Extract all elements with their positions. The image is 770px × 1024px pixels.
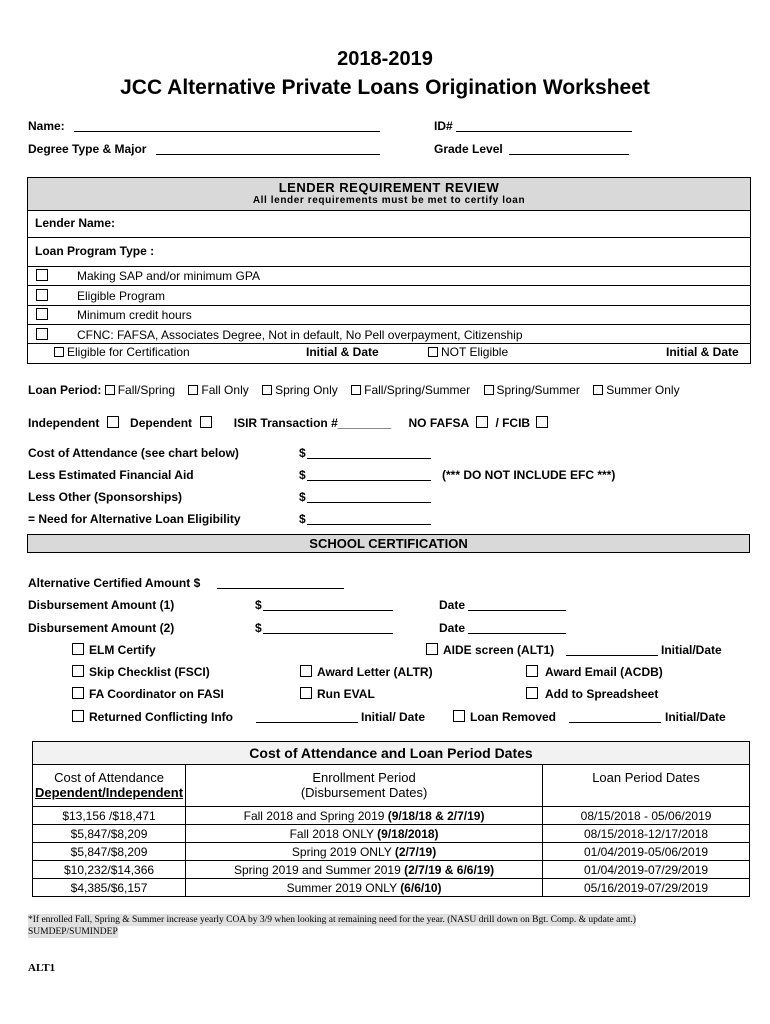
requirement-row-sap[interactable] — [36, 269, 260, 283]
col-header-enrollment-line2: (Disbursement Dates) — [300, 785, 428, 800]
loan-period-label: Loan Period: — [28, 383, 102, 397]
checkbox[interactable] — [36, 308, 48, 320]
checkbox[interactable] — [428, 347, 438, 357]
degree-label: Degree Type & Major — [28, 142, 147, 156]
period-text: Spring 2019 and Summer 2019 — [233, 862, 405, 877]
lender-review-subheading: All lender requirements must be met to certify loan — [252, 195, 526, 206]
cost-label: Less Other (Sponsorships) — [28, 490, 183, 504]
dates-cell: 08/15/2018-12/17/2018 — [543, 825, 750, 843]
period-dates: (2/7/19 & 6/6/19) — [404, 862, 495, 877]
loan-removed-label: Loan Removed — [470, 710, 557, 724]
cost-cell: $5,847/$8,209 — [33, 825, 186, 843]
cost-cell: $4,385/$6,157 — [33, 879, 186, 897]
cost-cell: $13,156 /$18,471 — [33, 807, 186, 825]
skip-checklist-label: Skip Checklist (FSCI) — [89, 665, 210, 679]
id-field[interactable] — [456, 118, 632, 132]
dollar-sign: $ — [255, 598, 262, 612]
checkbox[interactable] — [188, 385, 198, 395]
checkbox[interactable] — [72, 665, 84, 677]
period-text: Summer 2019 ONLY — [286, 880, 401, 895]
isir-label[interactable]: ISIR Transaction #________ — [233, 416, 392, 430]
skip-checklist-item[interactable] — [72, 665, 210, 679]
no-fafsa-label: NO FAFSA — [408, 416, 469, 430]
fcib-label: / FCIB — [495, 416, 531, 430]
period-text: Spring 2019 ONLY — [291, 844, 395, 859]
disbursement-1-field[interactable] — [263, 597, 393, 611]
checkbox[interactable] — [526, 665, 538, 677]
form-year: 2018-2019 — [337, 48, 433, 70]
option-fall-spring-summer[interactable]: Fall/Spring/Summer — [364, 383, 471, 397]
initial-date-label: Initial & Date — [666, 345, 739, 359]
checkbox[interactable] — [484, 385, 494, 395]
period-cell — [186, 807, 543, 825]
checkbox[interactable] — [300, 665, 312, 677]
footnote-line1: *If enrolled Fall, Spring & Summer increase yearly COA by 3/9 when looking at remaining need for the year. (NASU drill down on Bgt. Comp. & update amt.) — [28, 915, 636, 925]
period-dates: (6/6/10) — [400, 880, 442, 895]
period-cell — [186, 861, 543, 879]
cost-field[interactable] — [307, 467, 431, 481]
name-label: Name: — [28, 119, 65, 133]
alt-amount-field[interactable] — [217, 575, 344, 589]
period-text: Fall 2018 ONLY — [289, 826, 378, 841]
date-label: Date — [439, 621, 466, 635]
period-cell — [186, 879, 543, 897]
requirement-row-cfnc[interactable] — [36, 328, 523, 342]
table-header-row — [33, 765, 750, 807]
col-header-cost — [33, 765, 186, 807]
period-text: Fall 2018 and Spring 2019 — [243, 808, 388, 823]
period-dates: (2/7/19) — [394, 844, 437, 859]
footnote — [28, 914, 636, 938]
award-letter-label: Award Letter (ALTR) — [317, 665, 433, 679]
dollar-sign: $ — [255, 621, 262, 635]
school-certification-header: SCHOOL CERTIFICATION — [27, 534, 750, 553]
period-cell — [186, 825, 543, 843]
checkbox[interactable] — [72, 710, 84, 722]
col-header-enrollment — [186, 765, 543, 807]
col-header-cost-line1: Cost of Attendance — [54, 770, 164, 785]
cost-cell: $5,847/$8,209 — [33, 843, 186, 861]
dates-cell: 08/15/2018 - 05/06/2019 — [543, 807, 750, 825]
cost-field[interactable] — [307, 489, 431, 503]
status-row — [28, 416, 548, 430]
dependent-checkbox[interactable] — [200, 416, 212, 428]
footnote-line2: SUMDEP/SUMINDEP — [28, 927, 118, 937]
loan-period-row — [28, 383, 680, 397]
lender-name-label: Lender Name: — [35, 216, 116, 230]
dollar-sign: $ — [299, 446, 306, 460]
removed-initial-label: Initial/Date — [665, 710, 726, 724]
run-eval-item[interactable] — [300, 687, 375, 701]
dates-cell: 01/04/2019-07/29/2019 — [543, 861, 750, 879]
table-row — [33, 807, 750, 825]
dates-cell: 01/04/2019-05/06/2019 — [543, 843, 750, 861]
returned-initial-field[interactable] — [256, 709, 358, 723]
cost-field[interactable] — [307, 511, 431, 525]
grade-label: Grade Level — [434, 142, 503, 156]
aide-initial-label: Initial/Date — [661, 643, 722, 657]
form-id: ALT1 — [28, 962, 56, 974]
coa-table-heading: Cost of Attendance and Loan Period Dates — [32, 741, 750, 764]
option-fall-spring[interactable]: Fall/Spring — [117, 383, 176, 397]
cost-field[interactable] — [307, 445, 431, 459]
table-row — [33, 825, 750, 843]
lender-review-heading: LENDER REQUIREMENT REVIEW — [278, 180, 500, 195]
checkbox[interactable] — [36, 289, 48, 301]
fcib-checkbox[interactable] — [536, 416, 548, 428]
option-fall-only[interactable]: Fall Only — [201, 383, 249, 397]
checkbox[interactable] — [426, 643, 438, 655]
run-eval-label: Run EVAL — [317, 687, 375, 701]
col-header-loan-period: Loan Period Dates — [543, 765, 750, 807]
requirement-row-credit[interactable] — [36, 308, 192, 322]
independent-label: Independent — [28, 416, 100, 430]
returned-conflicting-item[interactable] — [72, 710, 233, 724]
table-row — [33, 879, 750, 897]
table-row — [33, 843, 750, 861]
loan-program-type-label: Loan Program Type : — [35, 244, 155, 258]
period-dates: (9/18/2018) — [377, 826, 439, 841]
dollar-sign: $ — [299, 490, 306, 504]
option-summer-only[interactable]: Summer Only — [606, 383, 680, 397]
no-fafsa-checkbox[interactable] — [476, 416, 488, 428]
id-label: ID# — [434, 119, 453, 133]
not-eligible-label: NOT Eligible — [441, 345, 509, 359]
checkbox[interactable] — [72, 643, 84, 655]
checkbox[interactable] — [36, 328, 48, 340]
add-spreadsheet-item[interactable] — [526, 687, 658, 701]
dates-cell: 05/16/2019-07/29/2019 — [543, 879, 750, 897]
table-row — [33, 861, 750, 879]
efc-note: (*** DO NOT INCLUDE EFC ***) — [442, 468, 616, 482]
aide-initial-field[interactable] — [566, 642, 658, 656]
cost-label: Less Estimated Financial Aid — [28, 468, 194, 482]
dollar-sign: $ — [299, 512, 306, 526]
form-title: JCC Alternative Private Loans Origination Worksheet — [120, 76, 650, 99]
removed-initial-field[interactable] — [569, 709, 661, 723]
grade-field[interactable] — [509, 141, 629, 155]
aide-screen-label: AIDE screen (ALT1) — [443, 643, 555, 657]
coa-table — [32, 764, 750, 897]
checkbox[interactable] — [593, 385, 603, 395]
initial-date-label: Initial & Date — [306, 345, 379, 359]
degree-field[interactable] — [156, 141, 380, 155]
checkbox[interactable] — [300, 687, 312, 699]
dollar-sign: $ — [299, 468, 306, 482]
name-field[interactable] — [74, 118, 380, 132]
option-spring-summer[interactable]: Spring/Summer — [496, 383, 580, 397]
lender-review-header — [27, 177, 751, 211]
independent-checkbox[interactable] — [107, 416, 119, 428]
period-dates: (9/18/18 & 2/7/19) — [387, 808, 485, 823]
checkbox[interactable] — [262, 385, 272, 395]
elm-certify-item[interactable] — [72, 643, 156, 657]
alt-amount-label: Alternative Certified Amount $ — [28, 576, 201, 590]
dependent-label: Dependent — [130, 416, 193, 430]
fa-coordinator-item[interactable] — [72, 687, 224, 701]
returned-initial-label: Initial/ Date — [361, 710, 426, 724]
eligible-label: Eligible for Certification — [67, 345, 190, 359]
date-label: Date — [439, 598, 466, 612]
checkbox[interactable] — [526, 687, 538, 699]
award-email-label: Award Email (ACDB) — [545, 665, 663, 679]
requirement-label: Minimum credit hours — [77, 308, 192, 322]
checkbox[interactable] — [72, 687, 84, 699]
option-spring-only[interactable]: Spring Only — [275, 383, 338, 397]
requirement-label: CFNC: FAFSA, Associates Degree, Not in default, No Pell overpayment, Citizenship — [77, 328, 523, 342]
award-email-item[interactable] — [526, 665, 663, 679]
col-header-cost-line2: Dependent/Independent — [35, 785, 184, 800]
disbursement-1-label: Disbursement Amount (1) — [28, 598, 175, 612]
col-header-enrollment-line1: Enrollment Period — [312, 770, 416, 785]
checkbox[interactable] — [54, 347, 64, 357]
returned-conflicting-label: Returned Conflicting Info — [89, 710, 233, 724]
checkbox[interactable] — [105, 385, 115, 395]
checkbox[interactable] — [351, 385, 361, 395]
period-cell — [186, 843, 543, 861]
aide-screen-item[interactable] — [426, 643, 554, 657]
disbursement-1-date-field[interactable] — [468, 597, 566, 611]
disbursement-2-label: Disbursement Amount (2) — [28, 621, 175, 635]
checkbox[interactable] — [453, 710, 465, 722]
cost-label: Cost of Attendance (see chart below) — [28, 446, 239, 460]
elm-certify-label: ELM Certify — [89, 643, 156, 657]
lender-review-box — [27, 177, 751, 364]
requirement-label: Making SAP and/or minimum GPA — [77, 269, 260, 283]
add-spreadsheet-label: Add to Spreadsheet — [545, 687, 659, 701]
eligible-option[interactable] — [54, 345, 190, 359]
disbursement-2-date-field[interactable] — [468, 620, 566, 634]
fa-coordinator-label: FA Coordinator on FASI — [89, 687, 224, 701]
disbursement-2-field[interactable] — [263, 620, 393, 634]
cost-cell: $10,232/$14,366 — [33, 861, 186, 879]
award-letter-item[interactable] — [300, 665, 433, 679]
checkbox[interactable] — [36, 269, 48, 281]
requirement-row-program[interactable] — [36, 289, 166, 303]
loan-removed-item[interactable] — [453, 710, 556, 724]
cost-label: = Need for Alternative Loan Eligibility — [28, 512, 241, 526]
not-eligible-option[interactable] — [428, 345, 508, 359]
requirement-label: Eligible Program — [77, 289, 166, 303]
